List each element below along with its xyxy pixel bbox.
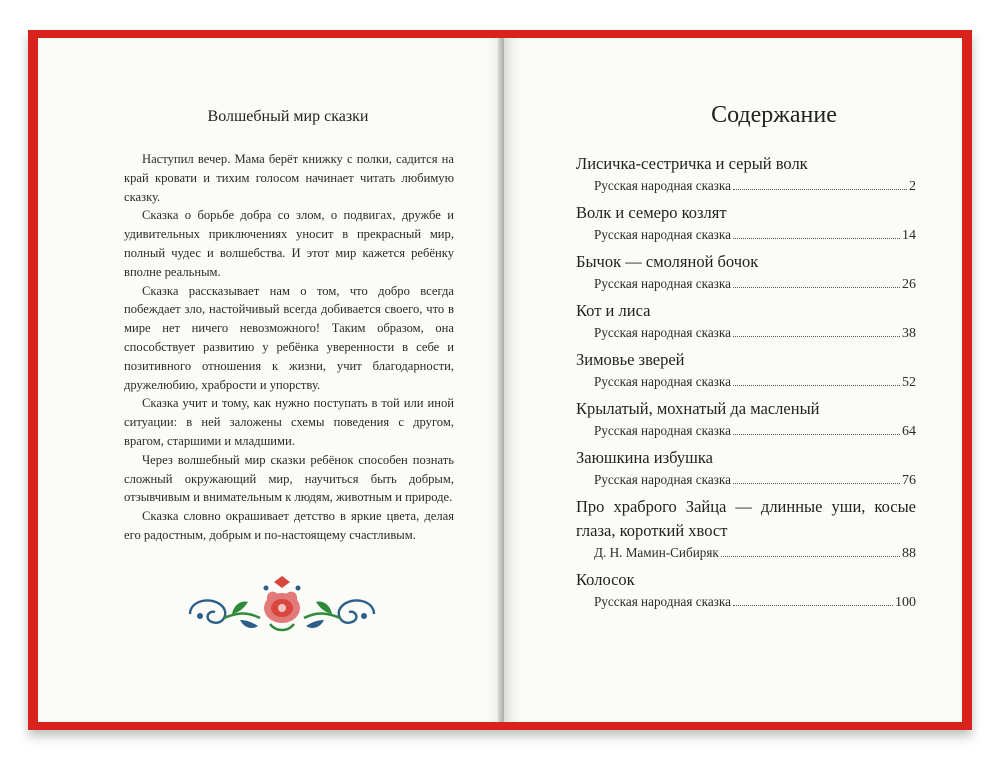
toc-entry-subline bbox=[576, 274, 916, 295]
toc-entry-author: Русская народная сказка bbox=[594, 178, 731, 193]
toc-entry-title: Лисичка-сестричка и серый волк bbox=[576, 154, 808, 173]
toc-title: Содержание bbox=[711, 102, 837, 128]
open-book bbox=[28, 30, 972, 730]
left-page-text bbox=[124, 150, 454, 545]
toc-entry-author: Русская народная сказка bbox=[594, 227, 731, 242]
paragraph: Сказка учит и тому, как нужно поступать в той или иной ситуации: в ней заложены схемы поведения с другом, врагом, старшими и младшими. bbox=[124, 396, 454, 448]
toc-entry-page: 26 bbox=[902, 277, 916, 292]
toc-entry-author: Русская народная сказка bbox=[594, 325, 731, 340]
toc-entry-subline bbox=[576, 372, 916, 393]
toc-entry-page: 38 bbox=[902, 326, 916, 341]
toc-entry-author: Русская народная сказка bbox=[594, 276, 731, 291]
toc-entry-author: Русская народная сказка bbox=[594, 472, 731, 487]
toc-entry-subline bbox=[576, 176, 916, 197]
toc-entry-subline bbox=[576, 323, 916, 344]
paragraph: Сказка рассказывает нам о том, что добро всегда побеждает зло, настойчивый всегда добивается своего, что в мире нет ничего невозможного! Таким образом, она способствует развитию у ребёнка уверенности в себе и позитивного отношения к жизни, учит благодарности, дружелюбию, храбрости и упорству. bbox=[124, 283, 454, 392]
toc-entry-title: Кот и лиса bbox=[576, 301, 651, 320]
paragraph: Наступил вечер. Мама берёт книжку с полки, садится на край кровати и тихим голосом начинает читать любимую сказку. bbox=[124, 152, 454, 204]
paragraph: Через волшебный мир сказки ребёнок способен познать сложный окружающий мир, научиться быть добрым, отзывчивым и внимательным к людям, животным и природе. bbox=[124, 452, 454, 505]
toc-entry[interactable] bbox=[576, 397, 916, 442]
dot-leader bbox=[733, 335, 900, 337]
toc-entry-title: Заюшкина избушка bbox=[576, 448, 713, 467]
toc-entry[interactable] bbox=[576, 348, 916, 393]
toc-entry-subline bbox=[576, 225, 916, 246]
toc-entry-page: 52 bbox=[902, 375, 916, 390]
toc-entry[interactable] bbox=[576, 299, 916, 344]
toc-entry[interactable] bbox=[576, 568, 916, 613]
dot-leader bbox=[733, 286, 900, 288]
left-page bbox=[38, 38, 504, 722]
toc-entry-page: 14 bbox=[902, 228, 916, 243]
dot-leader bbox=[721, 555, 900, 557]
right-page bbox=[504, 38, 962, 722]
toc-entry-subline bbox=[576, 592, 916, 613]
toc-entry-title: Про храброго Зайца — длинные уши, косые глаза, короткий хвост bbox=[576, 497, 916, 540]
dot-leader bbox=[733, 384, 900, 386]
toc-entry-page: 100 bbox=[895, 595, 916, 610]
toc-entry-subline bbox=[576, 543, 916, 564]
toc-entry-page: 2 bbox=[909, 179, 916, 194]
toc-entry-title: Волк и семеро козлят bbox=[576, 203, 727, 222]
toc-entry[interactable] bbox=[576, 152, 916, 197]
paragraph: Сказка о борьбе добра со злом, о подвигах, дружбе и удивительных приключениях уносит в прекрасный мир, полный чудес и волшебства. И этот мир кажется ребёнку вполне реальным. bbox=[124, 208, 454, 279]
toc-entry[interactable] bbox=[576, 446, 916, 491]
toc-entry-title: Зимовье зверей bbox=[576, 350, 685, 369]
toc-entry-subline bbox=[576, 470, 916, 491]
toc-entry-author: Русская народная сказка bbox=[594, 374, 731, 389]
toc-entry-page: 64 bbox=[902, 424, 916, 439]
floral-ornament-icon bbox=[182, 574, 382, 636]
toc-entry[interactable] bbox=[576, 495, 916, 564]
paragraph: Сказка словно окрашивает детство в яркие цвета, делая его радостным, добрым и по-настоящему счастливым. bbox=[124, 509, 454, 542]
toc-entry-title: Колосок bbox=[576, 570, 635, 589]
left-page-title: Волшебный мир сказки bbox=[207, 108, 369, 125]
dot-leader bbox=[733, 237, 900, 239]
toc-entry[interactable] bbox=[576, 250, 916, 295]
toc-entry-page: 88 bbox=[902, 546, 916, 561]
dot-leader bbox=[733, 604, 893, 606]
dot-leader bbox=[733, 482, 900, 484]
toc-entry-author: Русская народная сказка bbox=[594, 594, 731, 609]
toc-entry-title: Крылатый, мохнатый да масленый bbox=[576, 399, 820, 418]
toc-entry[interactable] bbox=[576, 201, 916, 246]
table-of-contents bbox=[576, 152, 916, 617]
dot-leader bbox=[733, 433, 900, 435]
toc-entry-title: Бычок — смоляной бочок bbox=[576, 252, 759, 271]
dot-leader bbox=[733, 188, 907, 190]
toc-entry-subline bbox=[576, 421, 916, 442]
toc-entry-page: 76 bbox=[902, 473, 916, 488]
toc-entry-author: Д. Н. Мамин-Сибиряк bbox=[594, 545, 719, 560]
toc-entry-author: Русская народная сказка bbox=[594, 423, 731, 438]
